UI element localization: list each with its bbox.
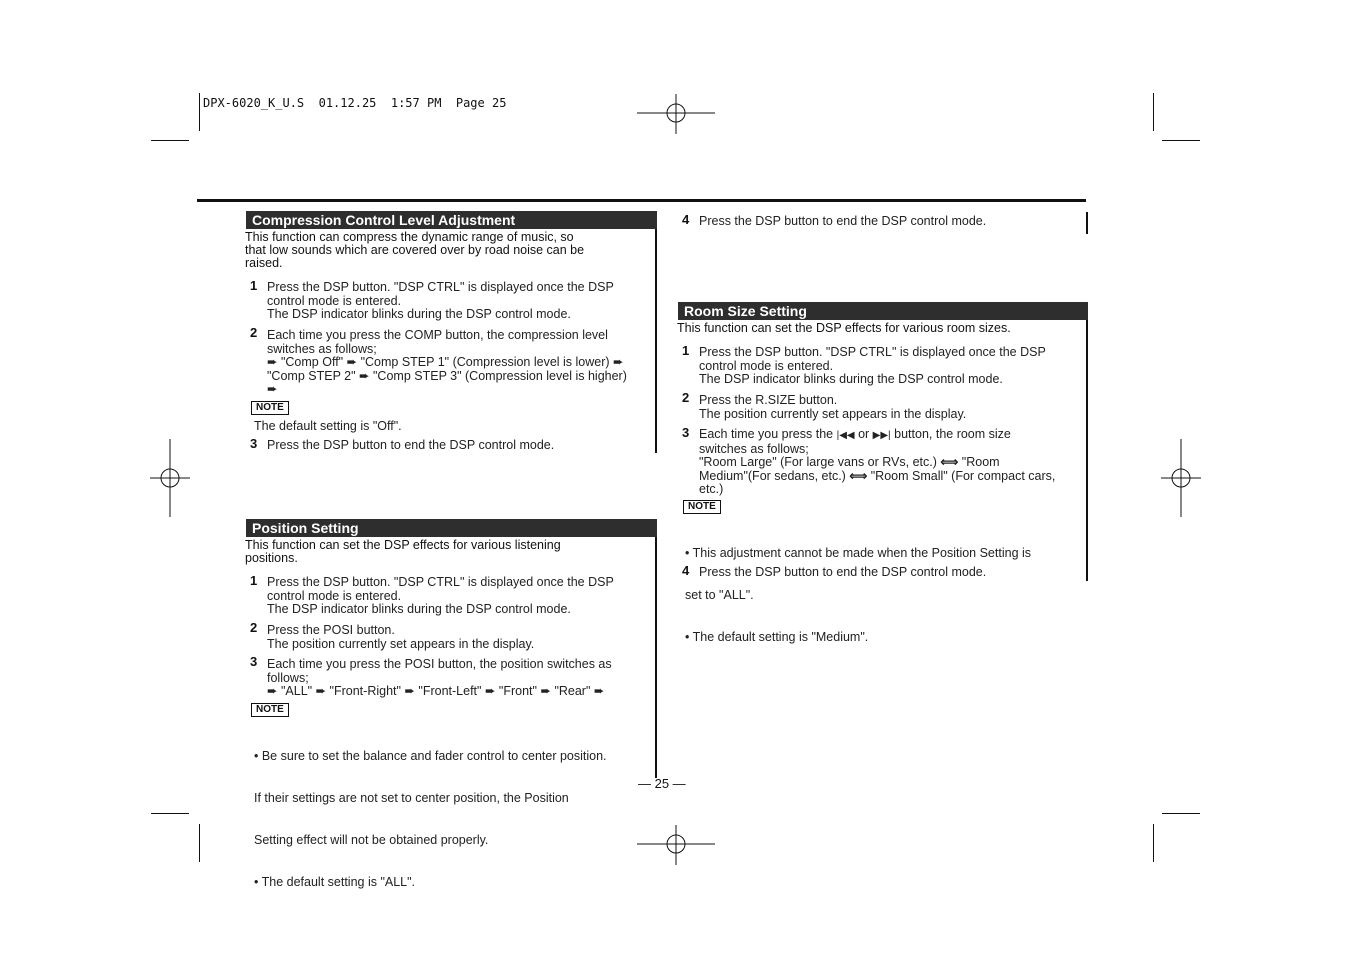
step-number: 3 [250,654,258,669]
top-rule [197,199,1086,202]
track-back-icon: |◀◀ [836,430,855,441]
column-rule-right-1 [1086,212,1088,234]
page-number: — 25 — [638,776,686,791]
right-arrow-icon: ➨ [540,684,551,698]
registration-mark-top [637,94,715,138]
step-text: Press the DSP button. "DSP CTRL" is displayed once the DSP control mode is entered. The DSP indicator blinks during the DSP control mode. [267,280,614,321]
right-arrow-icon: ➨ [267,684,278,698]
print-header: DPX-6020_K_U.S 01.12.25 1:57 PM Page 25 [203,96,507,110]
right-arrow-icon: ➨ [315,684,327,698]
step-number: 1 [250,573,258,588]
right-arrow-icon: ➨ [267,355,278,369]
step-number: 3 [682,425,690,440]
registration-mark-right [1161,439,1201,521]
column-rule-right-2 [1086,320,1088,581]
step-text: Press the DSP button to end the DSP control mode. [699,565,987,579]
note-text: • This adjustment cannot be made when the Position Setting is set to "ALL". • The default setting is "Medium". [685,546,1032,644]
position-intro: This function can set the DSP effects for various listening positions. [245,538,561,565]
step-text: Each time you press the POSI button, the position switches as follows; ➨ "ALL" ➨ "Front-Right" ➨ "Front-Left" ➨ "Front" ➨ "Rear" ➨ [267,657,612,698]
section-title-compression: Compression Control Level Adjustment [246,211,657,229]
step-text: Press the POSI button. The position currently set appears in the display. [267,623,535,651]
right-arrow-icon: ➨ [359,368,370,383]
step-text: Press the R.SIZE button. The position currently set appears in the display. [699,393,967,421]
step-text: Press the DSP button to end the DSP control mode. [699,214,987,228]
comp-sequence-line-2: "Comp STEP 2" ➨ "Comp STEP 3" (Compression level is higher) [267,368,627,383]
section-title-room-size: Room Size Setting [678,302,1088,320]
track-forward-icon: ▶▶| [872,430,891,441]
right-arrow-icon: ➨ [593,684,605,698]
step-number: 2 [250,620,258,635]
registration-mark-left [150,439,190,521]
right-arrow-icon: ➨ [404,684,415,698]
column-rule-left-1 [655,229,657,453]
step-number: 2 [250,325,258,340]
step-number: 4 [682,212,690,227]
compression-intro: This function can compress the dynamic range of music, so that low sounds which are covered over by road noise can be raised. [245,230,585,270]
note-label: NOTE [251,401,289,415]
comp-sequence-line-1: ➨ "Comp Off" ➨ "Comp STEP 1" (Compression level is lower) ➨ [267,355,624,369]
step-text: Press the DSP button. "DSP CTRL" is displayed once the DSP control mode is entered. The DSP indicator blinks during the DSP control mode. [699,345,1046,386]
room-intro: This function can set the DSP effects for various room sizes. [677,321,1011,335]
note-text: The default setting is "Off". [254,419,402,433]
step-number: 4 [682,563,690,578]
step-number: 1 [682,343,690,358]
step-text: Each time you press the |◀◀ or ▶▶| button, the room size switches as follows; "Room Large" (For large vans or RVs, etc.) ⟺ "Room Medium"(For sedans, etc.) ⟺ "Room Small" (For compact cars, etc.) [699,427,1056,496]
right-arrow-icon: ➨ [267,382,278,396]
step-number: 3 [250,436,258,451]
step-number: 1 [250,278,258,293]
section-title-position: Position Setting [246,519,657,537]
position-sequence: ➨ "ALL" ➨ "Front-Right" ➨ "Front-Left" ➨ "Front" ➨ "Rear" ➨ [267,684,605,698]
step-text: Press the DSP button to end the DSP control mode. [267,438,555,452]
registration-mark-bottom [637,825,715,869]
step-text: Each time you press the COMP button, the compression level switches as follows; ➨ "Comp Off" ➨ "Comp STEP 1" (Compression level is lower) ➨ "Comp STEP 2" ➨ "Comp STEP 3" (Compression level is higher) ➨ [267,328,627,396]
double-arrow-icon: ⟺ [849,468,868,483]
right-arrow-icon: ➨ [484,684,496,698]
note-label: NOTE [251,703,289,717]
step-text: Press the DSP button. "DSP CTRL" is displayed once the DSP control mode is entered. The DSP indicator blinks during the DSP control mode. [267,575,614,616]
step-number: 2 [682,390,690,405]
right-arrow-icon: ➨ [613,355,624,369]
double-arrow-icon: ⟺ [940,455,959,469]
note-text: • Be sure to set the balance and fader control to center position. If their settings are not set to center position, the Position Setting effect will not be obtained properly. • The default setting is "ALL". [254,749,607,889]
note-label: NOTE [683,500,721,514]
column-rule-left-2 [655,536,657,778]
right-arrow-icon: ➨ [346,355,358,369]
